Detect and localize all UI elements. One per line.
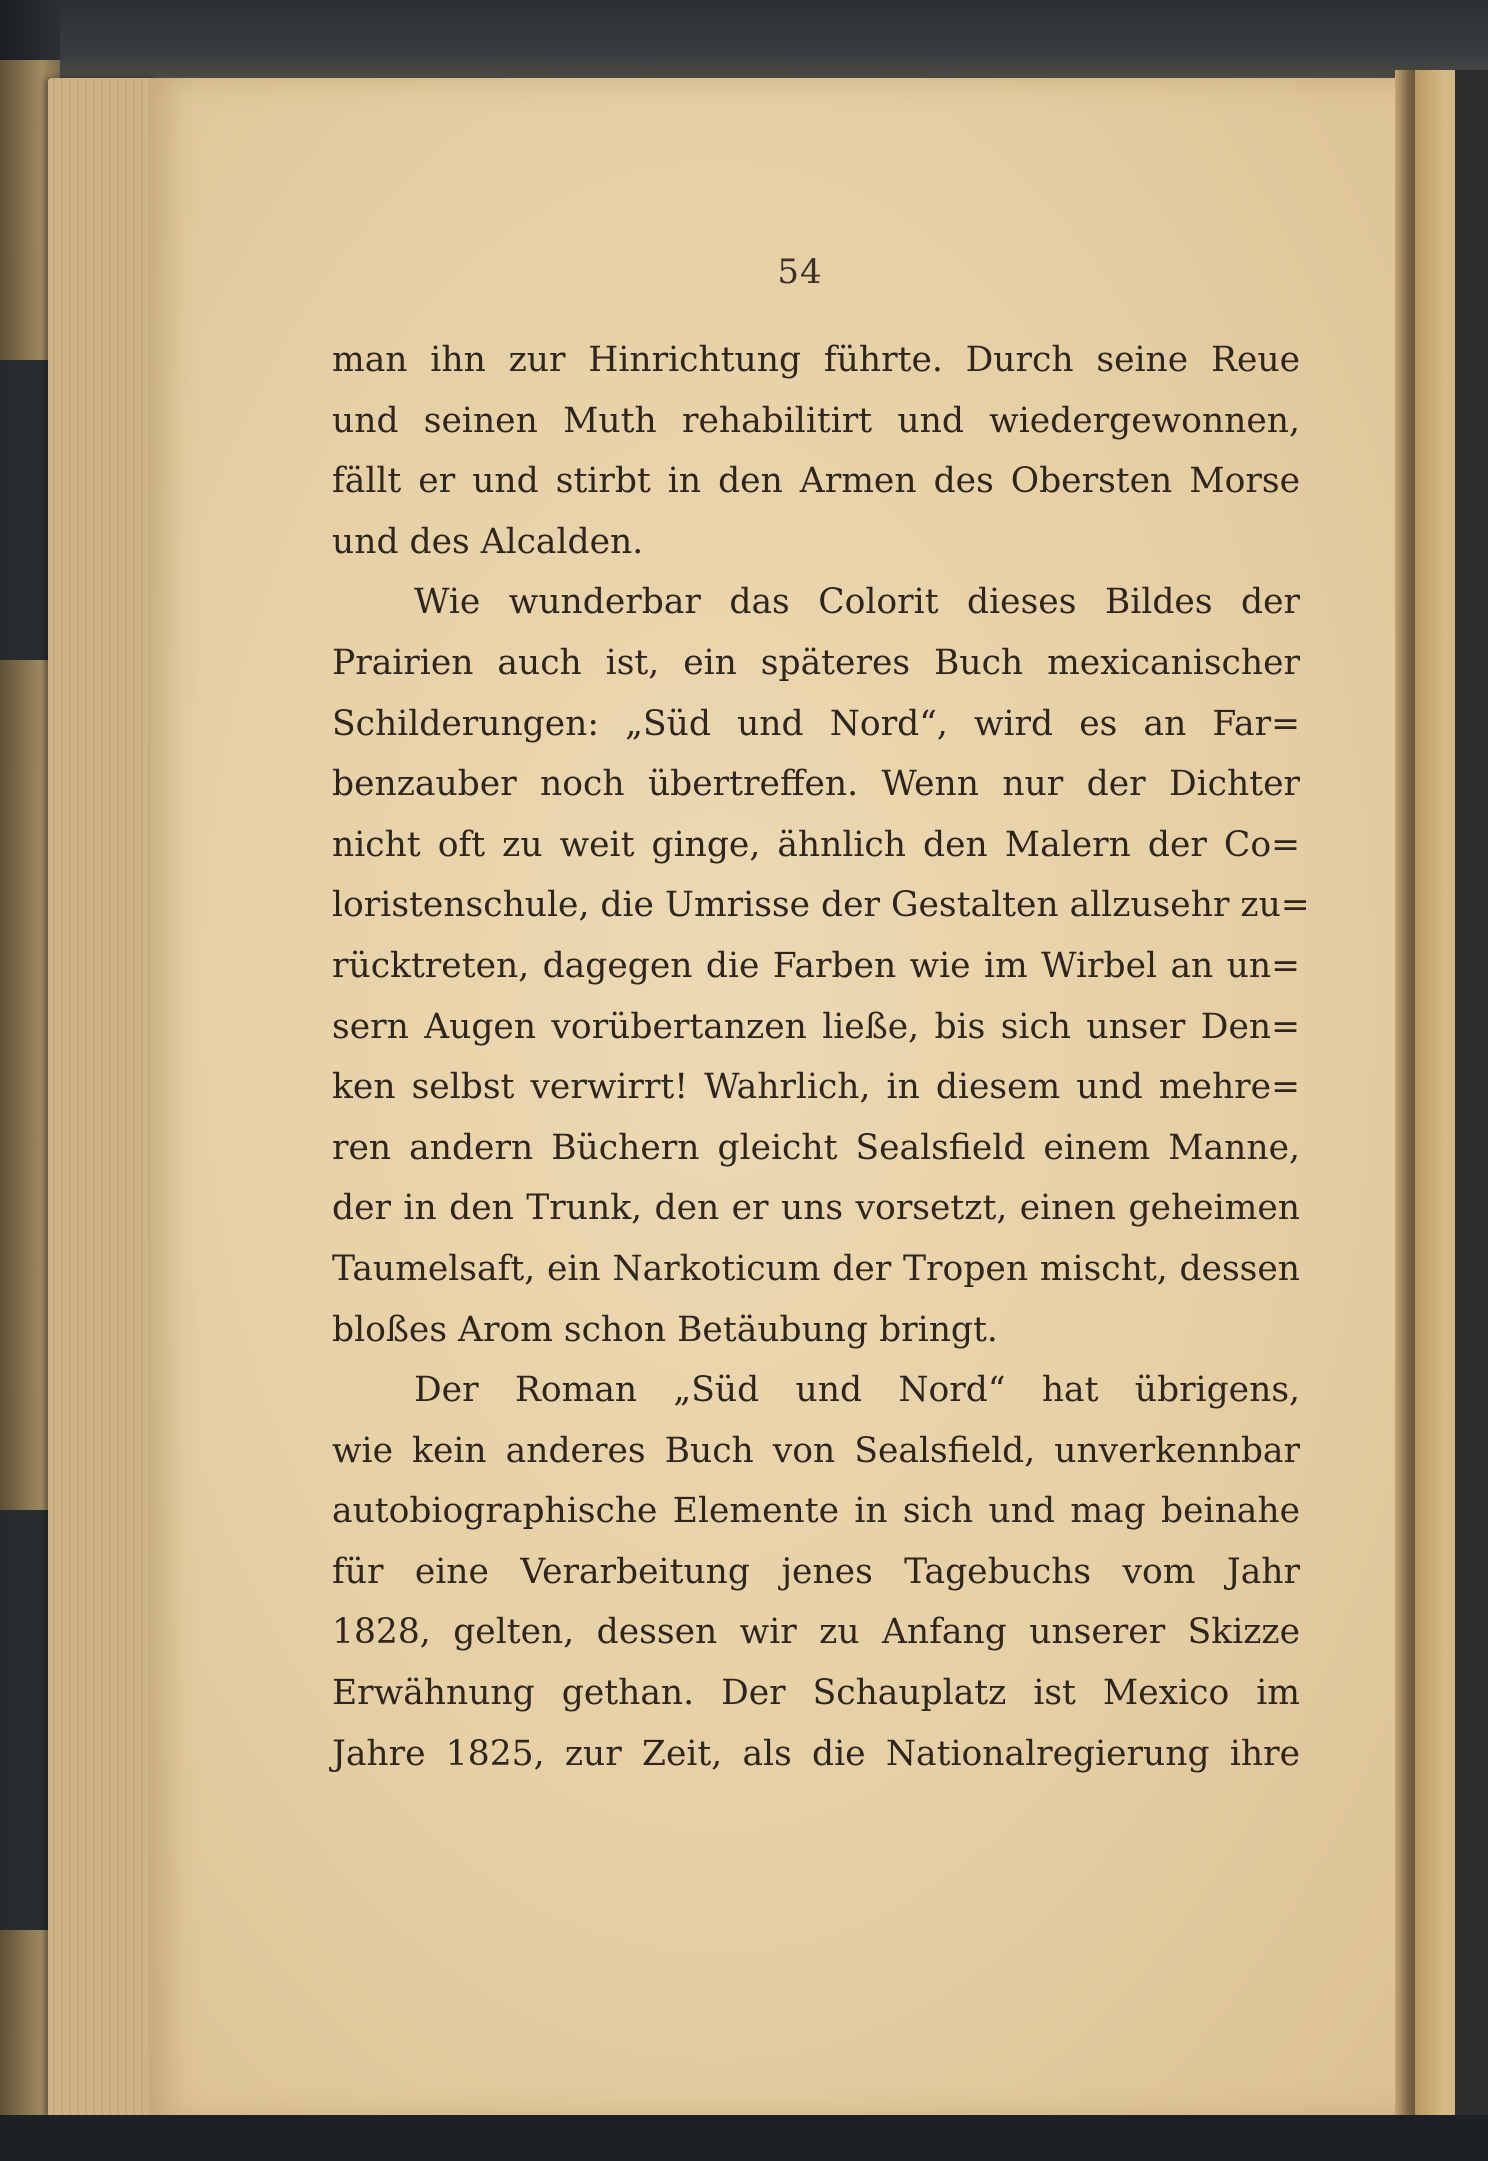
text-line: Prairien auch ist, ein späteres Buch mexicanischer xyxy=(332,642,1300,683)
text-line: der in den Trunk, den er uns vorsetzt, einen geheimen xyxy=(332,1188,1300,1229)
facing-page-edge xyxy=(1415,70,1488,2150)
text-line: für eine Verarbeitung jenes Tagebuchs vom Jahr xyxy=(332,1551,1300,1592)
text-line: sern Augen vorübertanzen ließe, bis sich unser Den= xyxy=(332,1006,1300,1047)
text-line: rücktreten, dagegen die Farben wie im Wirbel an un= xyxy=(332,945,1300,986)
page-edges xyxy=(48,78,158,2118)
text-line: wie kein anderes Buch von Sealsfield, unverkennbar xyxy=(332,1430,1300,1471)
text-line: 1828, gelten, dessen wir zu Anfang unserer Skizze xyxy=(332,1612,1300,1653)
text-line: und seinen Muth rehabilitirt und wiedergewonnen, xyxy=(332,400,1300,441)
body-text xyxy=(332,330,1310,1784)
text-line: Jahre 1825, zur Zeit, als die Nationalregierung ihre xyxy=(332,1733,1300,1774)
text-line: ken selbst verwirrt! Wahrlich, in diesem und mehre= xyxy=(332,1067,1300,1108)
text-line: fällt er und stirbt in den Armen des Obersten Morse xyxy=(332,461,1300,502)
text-line: ren andern Büchern gleicht Sealsfield einem Manne, xyxy=(332,1127,1300,1168)
text-line: Taumelsaft, ein Narkoticum der Tropen mischt, dessen xyxy=(332,1248,1300,1289)
scan-background-bottom xyxy=(0,2115,1488,2161)
text-line: man ihn zur Hinrichtung führte. Durch seine Reue xyxy=(332,340,1300,380)
text-line: loristenschule, die Umrisse der Gestalten allzusehr zu= xyxy=(332,885,1310,926)
text-line: nicht oft zu weit ginge, ähnlich den Malern der Co= xyxy=(332,824,1300,865)
text-line: und des Alcalden. xyxy=(332,521,644,562)
cover-shadow xyxy=(0,360,48,660)
text-line: Wie wunderbar das Colorit dieses Bildes der xyxy=(414,582,1300,623)
scan-background-right xyxy=(1455,70,1488,2150)
text-line: Erwähnung gethan. Der Schauplatz ist Mexico im xyxy=(332,1673,1300,1714)
text-line: benzauber noch übertreffen. Wenn nur der Dichter xyxy=(332,764,1300,805)
text-line: bloßes Arom schon Betäubung bringt. xyxy=(332,1309,998,1350)
text-line: autobiographische Elemente in sich und mag beinahe xyxy=(332,1491,1300,1532)
text-line: Schilderungen: „Süd und Nord“, wird es an Far= xyxy=(332,703,1300,744)
page-number: 54 xyxy=(777,252,823,292)
text-line: Der Roman „Süd und Nord“ hat übrigens, xyxy=(414,1370,1300,1411)
